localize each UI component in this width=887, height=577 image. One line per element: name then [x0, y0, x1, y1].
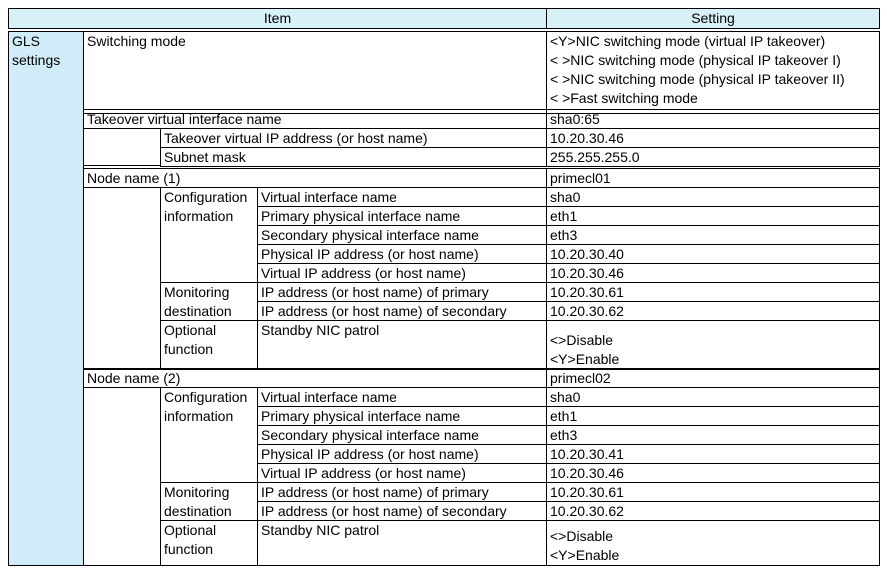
config-row-value: sha0 — [546, 187, 880, 207]
monitor-row-value: 10.20.30.62 — [546, 501, 880, 521]
config-row-label: Primary physical interface name — [257, 206, 547, 226]
config-row-value: eth1 — [546, 206, 880, 226]
config-row-value: 10.20.30.46 — [546, 263, 880, 283]
takeover-ip-value: 10.20.30.46 — [546, 128, 880, 148]
config-row-value: 10.20.30.41 — [546, 444, 880, 464]
switching-option: < >Fast switching mode — [550, 90, 698, 106]
gls-settings-table — [8, 8, 880, 566]
config-row-value: eth3 — [546, 425, 880, 445]
monitor-row-value: 10.20.30.61 — [546, 282, 880, 302]
setting-header: Setting — [546, 8, 880, 29]
config-row-value: eth1 — [546, 406, 880, 426]
monitoring-destination-label: Monitoring destination — [160, 282, 258, 321]
config-row-label: Secondary physical interface name — [257, 425, 547, 445]
patrol-option: <Y>Enable — [550, 351, 620, 367]
takeover-indent-spacer — [83, 128, 161, 166]
standby-nic-patrol-options — [546, 520, 880, 566]
config-row-label: Virtual IP address (or host name) — [257, 263, 547, 283]
switching-option: <Y>NIC switching mode (virtual IP takeover) — [550, 33, 826, 49]
takeover-interface-value: sha0:65 — [546, 109, 880, 129]
optional-function-label: Optional function — [160, 320, 258, 370]
switching-option: < >NIC switching mode (physical IP takeover II) — [550, 71, 845, 87]
switching-mode-label: Switching mode — [83, 31, 547, 114]
subnet-mask-label: Subnet mask — [160, 147, 547, 167]
node-name-label: Node name (1) — [83, 168, 547, 188]
config-row-label: Virtual interface name — [257, 387, 547, 407]
config-row-value: sha0 — [546, 387, 880, 407]
takeover-ip-label: Takeover virtual IP address (or host name) — [160, 128, 547, 148]
monitor-row-value: 10.20.30.62 — [546, 301, 880, 321]
optional-function-label: Optional function — [160, 520, 258, 566]
gls-settings-label: GLS settings — [8, 31, 84, 566]
subnet-mask-value: 255.255.255.0 — [546, 147, 880, 167]
monitor-row-value: 10.20.30.61 — [546, 482, 880, 502]
switching-mode-options — [546, 31, 880, 114]
item-header: Item — [8, 8, 547, 29]
monitor-row-label: IP address (or host name) of secondary — [257, 501, 547, 521]
config-row-label: Primary physical interface name — [257, 406, 547, 426]
standby-nic-patrol-label: Standby NIC patrol — [257, 320, 547, 370]
config-row-value: 10.20.30.40 — [546, 244, 880, 264]
node-indent-spacer — [83, 387, 161, 566]
config-row-label: Secondary physical interface name — [257, 225, 547, 245]
config-row-label: Virtual IP address (or host name) — [257, 463, 547, 483]
config-row-label: Virtual interface name — [257, 187, 547, 207]
monitor-row-label: IP address (or host name) of secondary — [257, 301, 547, 321]
node-indent-spacer — [83, 187, 161, 370]
standby-nic-patrol-options — [546, 320, 880, 370]
monitor-row-label: IP address (or host name) of primary — [257, 282, 547, 302]
config-row-label: Physical IP address (or host name) — [257, 444, 547, 464]
node-name-value: primecl01 — [546, 168, 880, 188]
configuration-information-label: Configuration information — [160, 187, 258, 283]
configuration-information-label: Configuration information — [160, 387, 258, 483]
patrol-option: <>Disable — [550, 332, 614, 348]
standby-nic-patrol-label: Standby NIC patrol — [257, 520, 547, 566]
node-name-value: primecl02 — [546, 368, 880, 388]
patrol-option: <>Disable — [550, 528, 614, 544]
node-name-label: Node name (2) — [83, 368, 547, 388]
monitoring-destination-label: Monitoring destination — [160, 482, 258, 521]
config-row-value: eth3 — [546, 225, 880, 245]
config-row-label: Physical IP address (or host name) — [257, 244, 547, 264]
switching-option: < >NIC switching mode (physical IP takeover I) — [550, 52, 841, 68]
takeover-interface-label: Takeover virtual interface name — [83, 109, 547, 129]
config-row-value: 10.20.30.46 — [546, 463, 880, 483]
monitor-row-label: IP address (or host name) of primary — [257, 482, 547, 502]
patrol-option: <Y>Enable — [550, 547, 620, 563]
